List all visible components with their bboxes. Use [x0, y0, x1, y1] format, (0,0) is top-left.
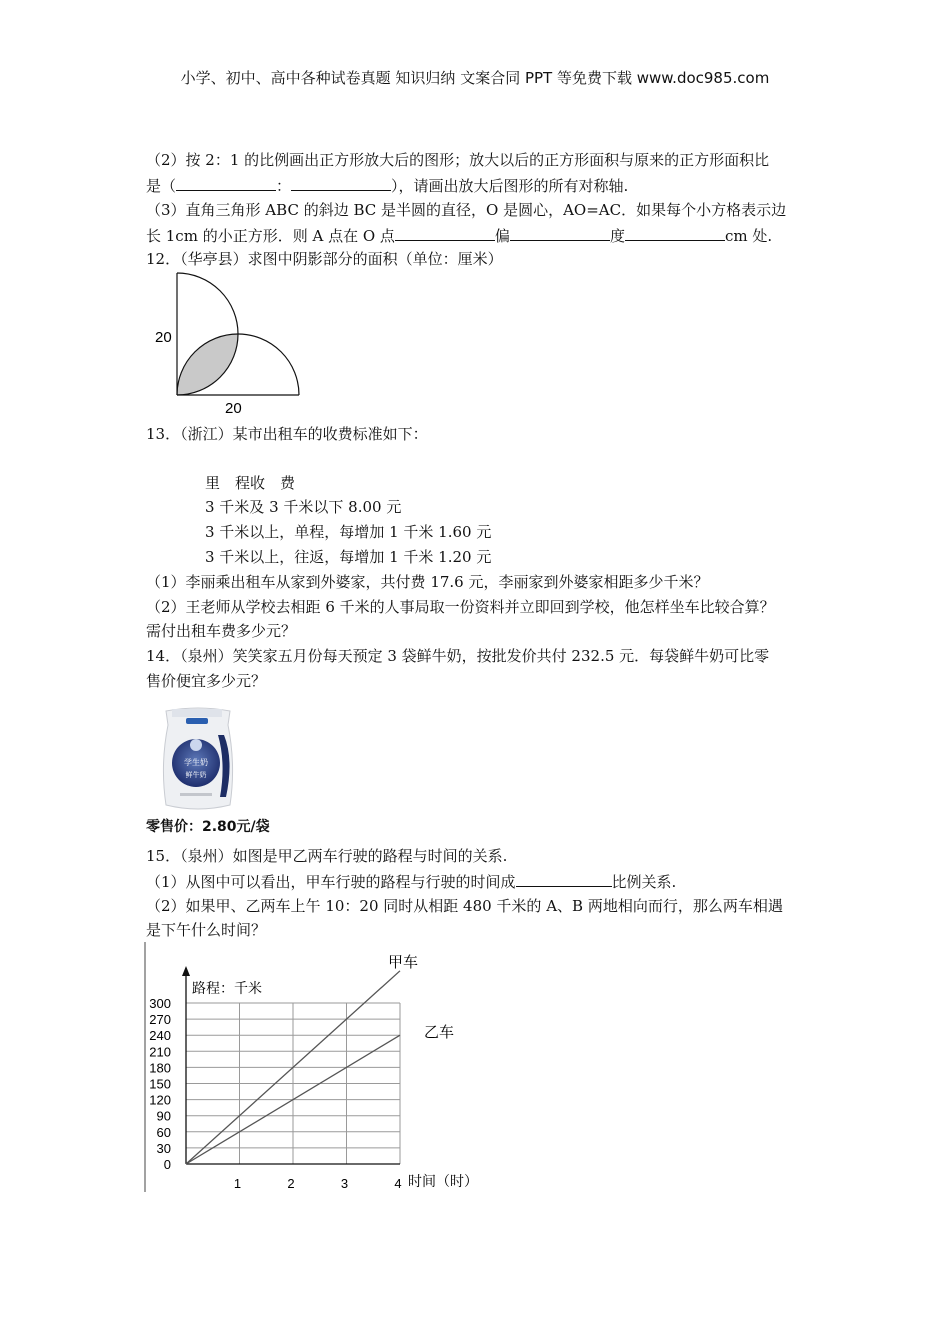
q13-sub1: （1）李丽乘出租车从家到外婆家，共付费 17.6 元，李丽家到外婆家相距多少千米？	[146, 573, 709, 591]
q14-line2: 售价便宜多少元？	[146, 672, 267, 690]
answer-blank[interactable]	[395, 225, 495, 241]
label-side: 20	[155, 329, 172, 346]
y-tick-label: 150	[149, 1076, 171, 1092]
answer-blank[interactable]	[291, 175, 391, 191]
y-tick-label: 30	[156, 1140, 171, 1156]
y-tick-label: 120	[149, 1092, 171, 1108]
q15-sub1	[146, 871, 676, 892]
y-tick-label: 300	[149, 996, 171, 1011]
x-tick-label: 2	[287, 1176, 295, 1191]
answer-blank[interactable]	[625, 225, 725, 241]
q11-2-line1: （2）按 2：1 的比例画出正方形放大后的图形；放大以后的正方形面积与原来的正方形面积比	[146, 151, 770, 169]
bag-brand-text: 学生奶	[184, 758, 208, 767]
q13-table-head: 里 程收 费	[205, 474, 296, 492]
x-tick-label: 1	[233, 1176, 242, 1191]
x-tick-label: 3	[340, 1176, 349, 1191]
q11-3-line2	[146, 225, 772, 246]
y-tick-label: 0	[163, 1157, 171, 1172]
q13-intro: 13．（浙江）某市出租车的收费标准如下：	[146, 425, 428, 443]
q11-3-text-c: 度	[609, 227, 625, 245]
y-tick-label: 60	[156, 1124, 171, 1140]
answer-blank[interactable]	[516, 871, 612, 887]
q15-sub1-text-b: 比例关系.	[611, 873, 677, 891]
y-axis-label: 路程：千米	[192, 981, 262, 997]
q15-sub1-text-a: （1）从图中可以看出，甲车行驶的路程与行驶的时间成	[146, 873, 516, 891]
q11-3-text-b: 偏	[494, 227, 510, 245]
q15-sub2-line1: （2）如果甲、乙两车上午 10：20 同时从相距 480 千米的 A、B 两地相向而行，那么两车相遇	[146, 897, 783, 915]
q13-sub2-line2: 需付出租车费多少元？	[146, 622, 297, 640]
y-tick-label: 240	[149, 1028, 171, 1044]
q13-row2: 3 千米以上，单程，每增加 1 千米 1.60 元	[205, 523, 492, 541]
bag-type-text: 鲜牛奶	[185, 771, 207, 779]
q11-3-line1: （3）直角三角形 ABC 的斜边 BC 是半圆的直径，O 是圆心，AO=AC．如果每个小方格表示边	[146, 201, 787, 219]
page-header: 小学、初中、高中各种试卷真题 知识归纳 文案合同 PPT 等免费下载 www.doc985.com	[180, 69, 770, 87]
answer-blank[interactable]	[510, 225, 610, 241]
y-tick-label: 90	[156, 1108, 171, 1124]
q11-3-text-a: 长 1cm 的小正方形．则 A 点在 O 点	[146, 227, 395, 245]
q12-text: 12．（华亭县）求图中阴影部分的面积（单位：厘米）	[146, 250, 503, 268]
y-tick-label: 270	[149, 1012, 171, 1028]
y-axis-arrow	[182, 966, 190, 976]
x-tick-label: 4	[394, 1176, 402, 1191]
q11-2-text-b: ），请画出放大后图形的所有对称轴.	[391, 177, 629, 195]
q13-row1: 3 千米及 3 千米以下 8.00 元	[205, 498, 402, 516]
q13-row3: 3 千米以上，往返，每增加 1 千米 1.20 元	[205, 548, 492, 566]
q13-sub2-line1: （2）王老师从学校去相距 6 千米的人事局取一份资料并立即回到学校，他怎样坐车比较合算？	[146, 598, 775, 616]
series-label: 甲车	[388, 952, 419, 971]
q14-line1: 14．（泉州）笑笑家五月份每天预定 3 袋鲜牛奶，按批发价共付 232.5 元．每袋鲜牛奶可比零	[146, 647, 770, 665]
label-bottom: 20	[225, 400, 242, 417]
q11-2-line2	[146, 175, 628, 196]
q12-figure	[145, 270, 315, 420]
retail-price-label: 零售价：2.80元/袋	[146, 819, 270, 835]
shaded-region	[177, 334, 299, 395]
y-tick-label: 210	[149, 1044, 171, 1060]
q15-intro: 15．（泉州）如图是甲乙两车行驶的路程与时间的关系.	[146, 847, 508, 865]
series-label: 乙车	[424, 1023, 455, 1042]
x-axis-label: 时间（时）	[408, 1174, 478, 1190]
q15-sub2-line2: 是下午什么时间？	[146, 921, 267, 939]
answer-blank[interactable]	[176, 175, 276, 191]
milk-bag-image	[158, 705, 238, 813]
q11-3-text-d: cm 处.	[724, 227, 773, 245]
distance-time-chart	[140, 940, 520, 1200]
q11-2-sep: ：	[276, 177, 292, 195]
brand-logo	[186, 718, 208, 724]
q11-2-text-a: 是（	[146, 177, 177, 195]
y-tick-label: 180	[149, 1060, 171, 1076]
